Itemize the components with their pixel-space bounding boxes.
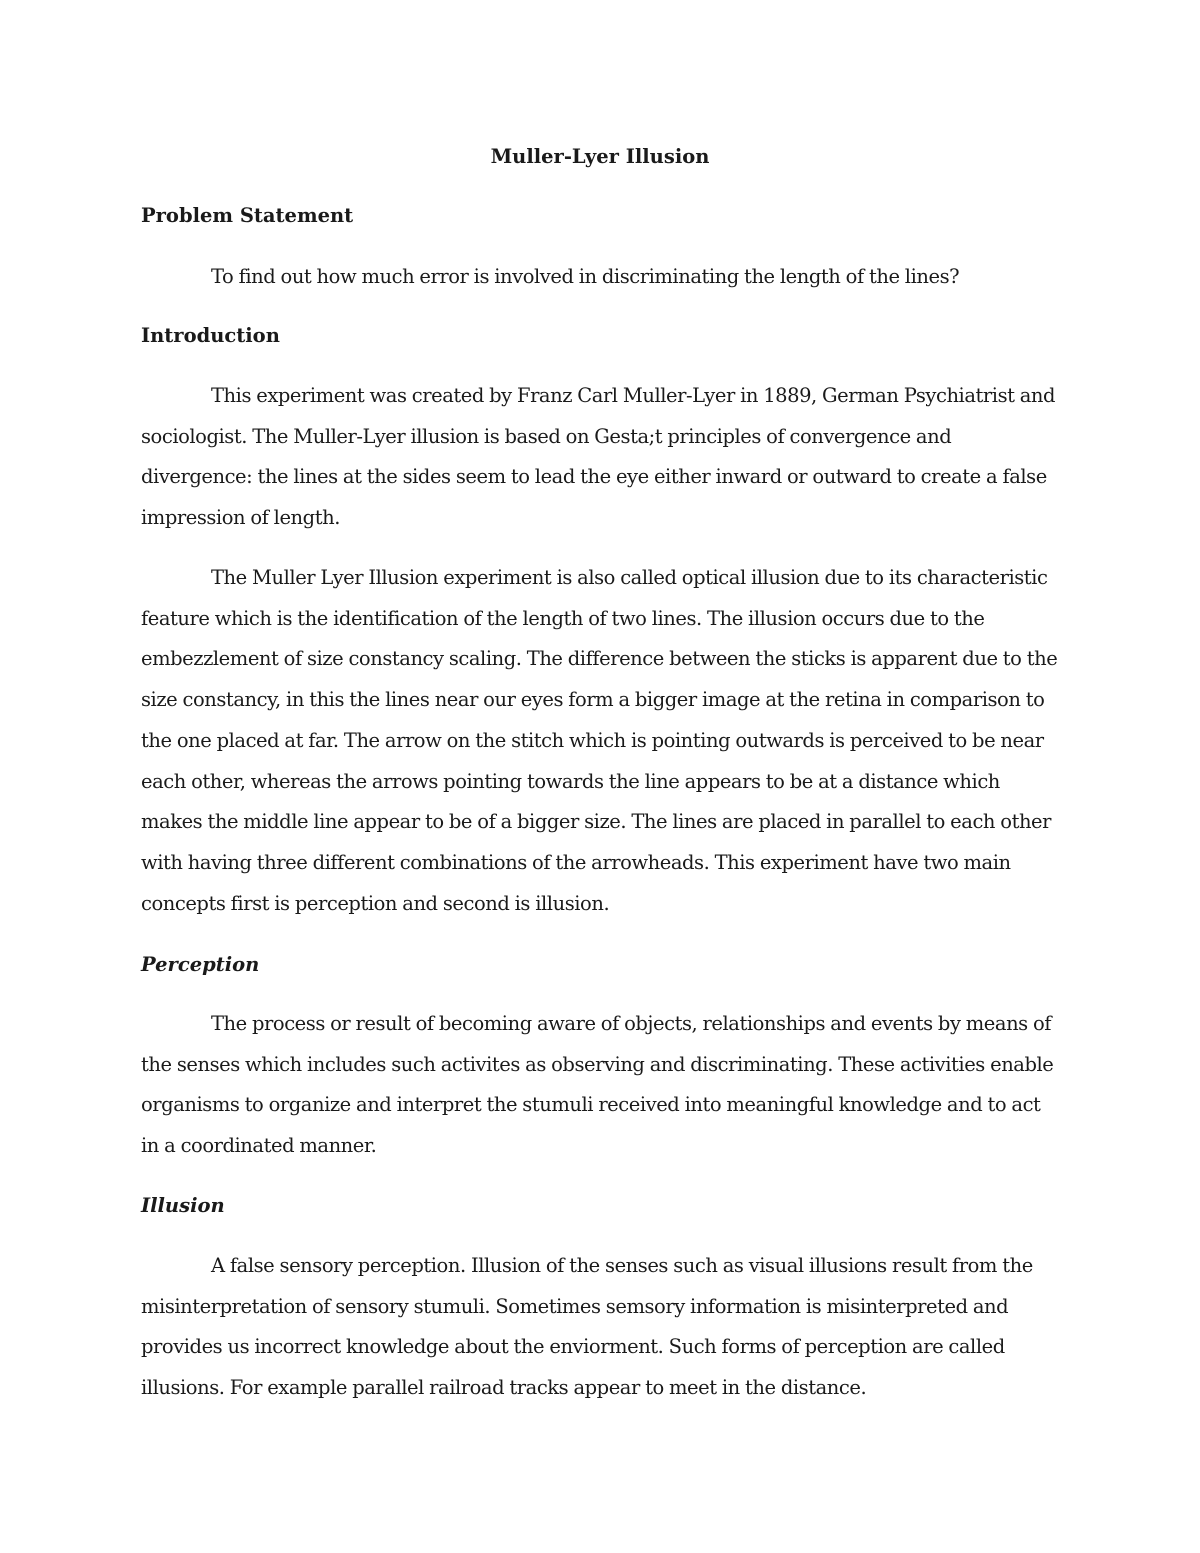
section-heading-perception: Perception <box>141 953 260 976</box>
section-heading-introduction: Introduction <box>141 324 280 347</box>
introduction-paragraph-1: This experiment was created by Franz Carl Muller-Lyer in 1889, German Psychiatrist and sociologist. The Muller-Lyer illusion is based on Gesta;t principles of convergence and divergence: the lines at the sides seem to lead the eye either inward or outward to create a false impression of length. <box>141 384 1056 530</box>
document-title: Muller-Lyer Illusion <box>490 145 710 168</box>
section-heading-illusion: Illusion <box>141 1194 225 1217</box>
illusion-paragraph: A false sensory perception. Illusion of the senses such as visual illusions result from the misinterpretation of sensory stumuli. Sometimes semsory information is misinterpreted and provides us incorrect knowledge about the enviorment. Such forms of perception are called illusions. For example parallel railroad tracks appear to meet in the distance. <box>141 1254 1033 1400</box>
perception-paragraph: The process or result of becoming aware of objects, relationships and events by means of the senses which includes such activites as observing and discriminating. These activities enable organisms to organize and interpret the stumuli received into meaningful knowledge and to act in a coordinated manner. <box>141 1012 1054 1158</box>
problem-statement-paragraph: To find out how much error is involved in discriminating the length of the lines? <box>211 265 960 288</box>
introduction-paragraph-2: The Muller Lyer Illusion experiment is also called optical illusion due to its characteristic feature which is the identification of the length of two lines. The illusion occurs due to the embezzlement of size constancy scaling. The difference between the sticks is apparent due to the size constancy, in this the lines near our eyes form a bigger image at the retina in comparison to the one placed at far. The arrow on the stitch which is pointing outwards is perceived to be near each other, whereas the arrows pointing towards the line appears to be at a distance which makes the middle line appear to be of a bigger size. The lines are placed in parallel to each other with having three different combinations of the arrowheads. This experiment have two main concepts first is perception and second is illusion. <box>141 566 1058 915</box>
section-heading-problem-statement: Problem Statement <box>141 204 354 227</box>
